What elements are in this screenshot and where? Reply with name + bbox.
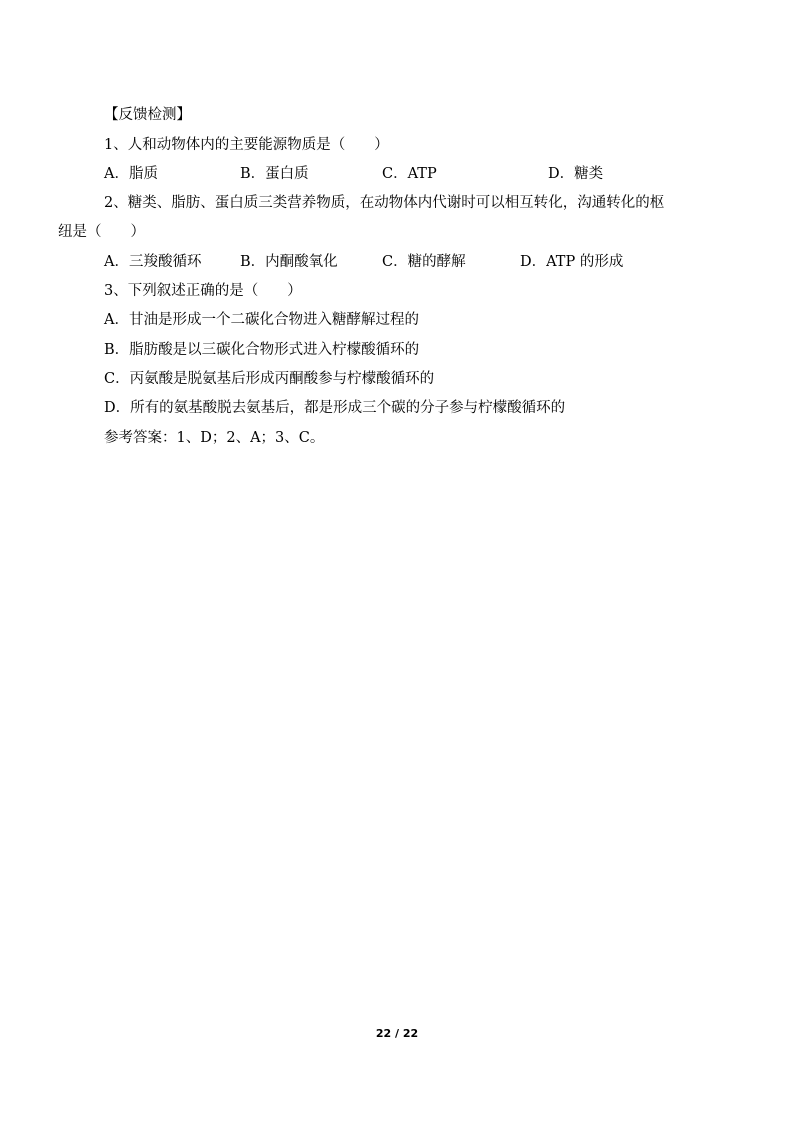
- question-2-stem-line-2: 纽是（ ）: [58, 224, 145, 240]
- question-1-option-d: D．糖类: [548, 166, 604, 182]
- question-1-option-b: B．蛋白质: [240, 166, 309, 182]
- question-3-stem: 3、下列叙述正确的是（ ）: [104, 283, 302, 299]
- page-number: 22 / 22: [375, 1027, 419, 1040]
- question-2-option-b: B．内酮酸氧化: [240, 254, 338, 270]
- question-2-stem-line-1: 2、糖类、脂肪、蛋白质三类营养物质，在动物体内代谢时可以相互转化，沟通转化的枢: [104, 195, 665, 211]
- question-1-stem: 1、人和动物体内的主要能源物质是（ ）: [104, 137, 389, 153]
- answer-key: 参考答案：1、D；2、A；3、C。: [104, 430, 325, 446]
- question-1-option-a: A．脂质: [104, 166, 158, 182]
- question-3-option-a: A．甘油是形成一个二碳化合物进入糖酵解过程的: [104, 312, 419, 328]
- question-1-option-c: C．ATP: [382, 166, 437, 182]
- question-2-option-c: C．糖的酵解: [382, 254, 466, 270]
- question-3-option-d: D．所有的氨基酸脱去氨基后，都是形成三个碳的分子参与柠檬酸循环的: [104, 400, 566, 416]
- section-title: 【反馈检测】: [104, 107, 191, 123]
- question-2-option-a: A．三羧酸循环: [104, 254, 202, 270]
- question-3-option-b: B．脂肪酸是以三碳化合物形式进入柠檬酸循环的: [104, 342, 420, 358]
- question-2-option-d: D．ATP 的形成: [520, 254, 624, 270]
- question-3-option-c: C．丙氨酸是脱氨基后形成丙酮酸参与柠檬酸循环的: [104, 371, 435, 387]
